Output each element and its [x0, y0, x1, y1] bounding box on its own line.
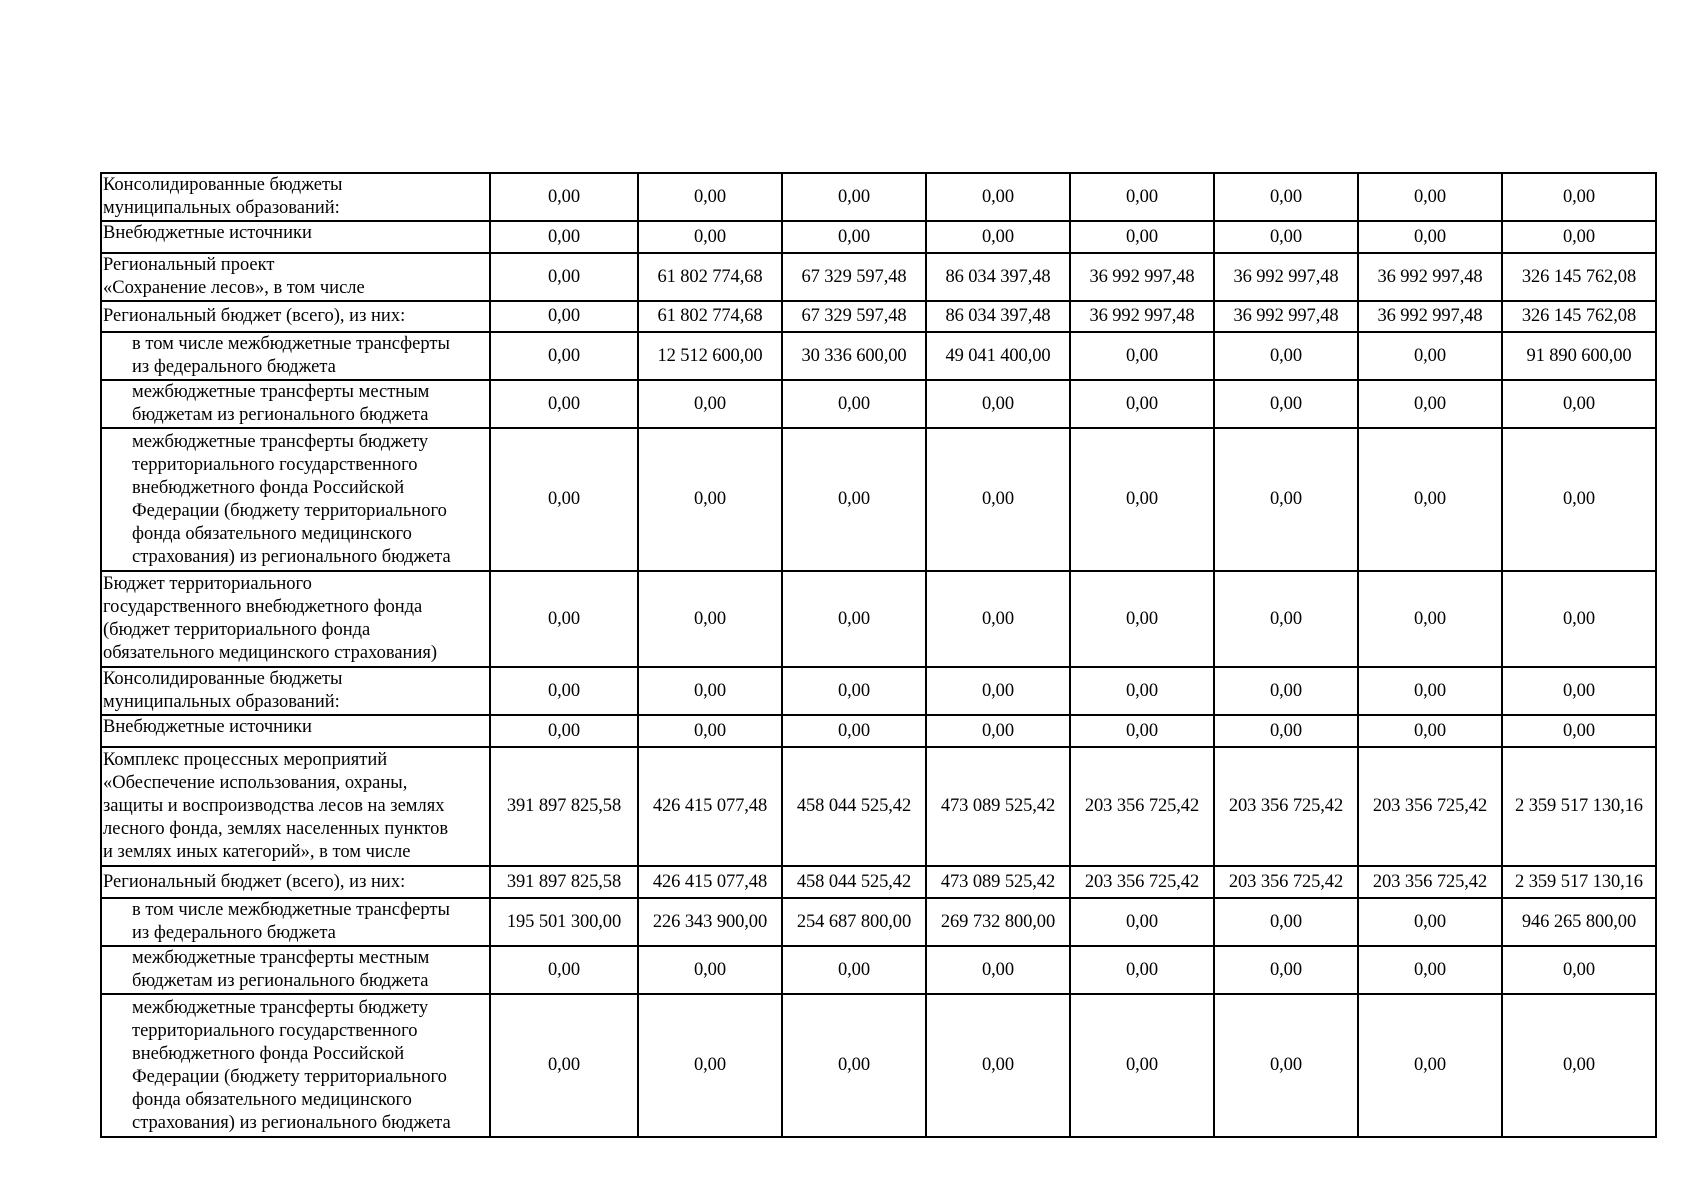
value-cell: 0,00: [926, 715, 1070, 747]
value-cell: 0,00: [926, 221, 1070, 253]
value-cell: 61 802 774,68: [638, 301, 782, 332]
row-label-line: бюджетам из регионального бюджета: [132, 971, 429, 991]
row-label-line: Региональный проект: [103, 255, 275, 275]
row-label: [101, 946, 490, 994]
row-label-line: Комплекс процессных мероприятий: [103, 750, 388, 770]
value-cell: 0,00: [1358, 571, 1502, 667]
value-cell: 0,00: [1502, 715, 1656, 747]
value-cell: 0,00: [782, 221, 926, 253]
table-row: [101, 898, 1656, 946]
value-cell: 203 356 725,42: [1358, 866, 1502, 898]
row-label-line: территориального государственного: [132, 454, 418, 475]
row-label-line: Бюджет территориального: [103, 574, 312, 594]
value-cell: 0,00: [490, 301, 638, 332]
value-cell: 0,00: [782, 994, 926, 1137]
row-label-line: страхования) из регионального бюджета: [132, 546, 451, 567]
value-cell: 61 802 774,68: [638, 253, 782, 301]
value-cell: 36 992 997,48: [1358, 301, 1502, 332]
table-row: [101, 173, 1656, 221]
row-label-line: Региональный бюджет (всего), из них:: [103, 871, 406, 892]
row-label-line: из федерального бюджета: [132, 923, 336, 943]
value-cell: 458 044 525,42: [782, 747, 926, 866]
value-cell: 2 359 517 130,16: [1502, 747, 1656, 866]
value-cell: 326 145 762,08: [1502, 301, 1656, 332]
value-cell: 0,00: [1502, 571, 1656, 667]
row-label: [101, 715, 490, 747]
value-cell: 0,00: [490, 946, 638, 994]
value-cell: 0,00: [638, 380, 782, 428]
value-cell: 0,00: [1358, 667, 1502, 715]
value-cell: 0,00: [638, 946, 782, 994]
row-label-line: внебюджетного фонда Российской: [132, 477, 405, 498]
value-cell: 0,00: [1358, 380, 1502, 428]
row-label-line: межбюджетные трансферты бюджету: [132, 431, 429, 452]
value-cell: 0,00: [1214, 898, 1358, 946]
value-cell: 0,00: [1214, 428, 1358, 571]
value-cell: 0,00: [1502, 173, 1656, 221]
value-cell: 0,00: [926, 994, 1070, 1137]
value-cell: 0,00: [1214, 946, 1358, 994]
row-label-line: межбюджетные трансферты местным: [132, 382, 430, 402]
value-cell: 36 992 997,48: [1214, 253, 1358, 301]
row-label: [101, 428, 490, 571]
value-cell: 0,00: [1502, 221, 1656, 253]
row-label-line: в том числе межбюджетные трансферты: [132, 900, 450, 920]
row-label-line: межбюджетные трансферты бюджету: [132, 997, 429, 1018]
value-cell: 0,00: [782, 946, 926, 994]
value-cell: 67 329 597,48: [782, 253, 926, 301]
value-cell: 49 041 400,00: [926, 332, 1070, 380]
value-cell: 0,00: [490, 380, 638, 428]
value-cell: 2 359 517 130,16: [1502, 866, 1656, 898]
row-label: [101, 301, 490, 332]
row-label-line: «Сохранение лесов», в том числе: [103, 278, 365, 298]
value-cell: 0,00: [782, 173, 926, 221]
value-cell: 0,00: [1070, 380, 1214, 428]
table-row: [101, 332, 1656, 380]
table-row: [101, 667, 1656, 715]
value-cell: 0,00: [782, 571, 926, 667]
table-row: [101, 994, 1656, 1137]
table-row: [101, 946, 1656, 994]
value-cell: 0,00: [638, 428, 782, 571]
value-cell: 0,00: [1214, 994, 1358, 1137]
row-label-line: внебюджетного фонда Российской: [132, 1043, 405, 1064]
value-cell: 0,00: [638, 571, 782, 667]
row-label-line: Консолидированные бюджеты: [103, 175, 343, 195]
value-cell: 473 089 525,42: [926, 866, 1070, 898]
value-cell: 0,00: [926, 173, 1070, 221]
row-label-line: «Обеспечение использования, охраны,: [103, 773, 408, 793]
row-label: [101, 173, 490, 221]
value-cell: 0,00: [1502, 667, 1656, 715]
value-cell: 946 265 800,00: [1502, 898, 1656, 946]
value-cell: 0,00: [1358, 715, 1502, 747]
value-cell: 0,00: [1214, 332, 1358, 380]
value-cell: 86 034 397,48: [926, 253, 1070, 301]
row-label-line: страхования) из регионального бюджета: [132, 1112, 451, 1133]
value-cell: 0,00: [1358, 332, 1502, 380]
value-cell: 0,00: [490, 571, 638, 667]
value-cell: 36 992 997,48: [1358, 253, 1502, 301]
value-cell: 0,00: [1502, 380, 1656, 428]
value-cell: 0,00: [1358, 994, 1502, 1137]
value-cell: 254 687 800,00: [782, 898, 926, 946]
row-label-line: Федерации (бюджету территориального: [132, 1066, 447, 1087]
value-cell: 0,00: [490, 715, 638, 747]
row-label-line: фонда обязательного медицинского: [132, 1089, 412, 1110]
value-cell: 203 356 725,42: [1070, 866, 1214, 898]
row-label: [101, 667, 490, 715]
table-row: [101, 221, 1656, 253]
row-label: [101, 332, 490, 380]
value-cell: 0,00: [1070, 428, 1214, 571]
value-cell: 473 089 525,42: [926, 747, 1070, 866]
value-cell: 0,00: [490, 173, 638, 221]
value-cell: 0,00: [1070, 994, 1214, 1137]
value-cell: 269 732 800,00: [926, 898, 1070, 946]
value-cell: 326 145 762,08: [1502, 253, 1656, 301]
row-label-line: из федерального бюджета: [132, 357, 336, 377]
value-cell: 30 336 600,00: [782, 332, 926, 380]
value-cell: 203 356 725,42: [1214, 866, 1358, 898]
value-cell: 0,00: [490, 667, 638, 715]
value-cell: 426 415 077,48: [638, 866, 782, 898]
value-cell: 36 992 997,48: [1214, 301, 1358, 332]
value-cell: 0,00: [1070, 946, 1214, 994]
value-cell: 0,00: [638, 994, 782, 1137]
value-cell: 0,00: [1214, 173, 1358, 221]
value-cell: 0,00: [1502, 946, 1656, 994]
value-cell: 67 329 597,48: [782, 301, 926, 332]
value-cell: 0,00: [782, 428, 926, 571]
row-label-line: Региональный бюджет (всего), из них:: [103, 306, 406, 326]
value-cell: 203 356 725,42: [1070, 747, 1214, 866]
value-cell: 0,00: [1214, 221, 1358, 253]
value-cell: 0,00: [1214, 715, 1358, 747]
value-cell: 0,00: [1358, 428, 1502, 571]
row-label: [101, 747, 490, 866]
value-cell: 0,00: [1070, 667, 1214, 715]
row-label-line: Внебюджетные источники: [103, 717, 312, 737]
value-cell: 195 501 300,00: [490, 898, 638, 946]
value-cell: 0,00: [1214, 667, 1358, 715]
value-cell: 0,00: [1070, 898, 1214, 946]
value-cell: 36 992 997,48: [1070, 301, 1214, 332]
value-cell: 0,00: [638, 221, 782, 253]
row-label-line: муниципальных образований:: [103, 692, 340, 712]
value-cell: 458 044 525,42: [782, 866, 926, 898]
value-cell: 0,00: [1070, 715, 1214, 747]
value-cell: 0,00: [1070, 571, 1214, 667]
row-label: [101, 866, 490, 898]
row-label-line: в том числе межбюджетные трансферты: [132, 334, 450, 354]
row-label: [101, 253, 490, 301]
value-cell: 0,00: [638, 173, 782, 221]
budget-table: [100, 172, 1657, 1138]
value-cell: 0,00: [1070, 332, 1214, 380]
value-cell: 426 415 077,48: [638, 747, 782, 866]
budget-sheet: [100, 172, 1657, 1138]
value-cell: 0,00: [490, 221, 638, 253]
row-label-line: и землях иных категорий», в том числе: [103, 842, 411, 862]
row-label-line: муниципальных образований:: [103, 198, 340, 218]
row-label-line: территориального государственного: [132, 1020, 418, 1041]
row-label-line: обязательного медицинского страхования): [103, 643, 438, 663]
table-row: [101, 301, 1656, 332]
value-cell: 0,00: [1358, 173, 1502, 221]
value-cell: 0,00: [1070, 221, 1214, 253]
value-cell: 0,00: [1214, 380, 1358, 428]
value-cell: 0,00: [926, 571, 1070, 667]
table-row: [101, 571, 1656, 667]
value-cell: 0,00: [926, 380, 1070, 428]
value-cell: 0,00: [1358, 946, 1502, 994]
row-label-line: Федерации (бюджету территориального: [132, 500, 447, 521]
value-cell: 0,00: [782, 667, 926, 715]
value-cell: 0,00: [1358, 221, 1502, 253]
value-cell: 391 897 825,58: [490, 747, 638, 866]
value-cell: 0,00: [490, 428, 638, 571]
table-row: [101, 715, 1656, 747]
table-row: [101, 253, 1656, 301]
value-cell: 12 512 600,00: [638, 332, 782, 380]
value-cell: 0,00: [490, 332, 638, 380]
value-cell: 203 356 725,42: [1214, 747, 1358, 866]
row-label-line: государственного внебюджетного фонда: [103, 597, 423, 617]
table-row: [101, 747, 1656, 866]
value-cell: 226 343 900,00: [638, 898, 782, 946]
value-cell: 0,00: [1214, 571, 1358, 667]
table-row: [101, 380, 1656, 428]
row-label-line: (бюджет территориального фонда: [103, 620, 371, 640]
value-cell: 0,00: [1502, 994, 1656, 1137]
value-cell: 203 356 725,42: [1358, 747, 1502, 866]
row-label-line: лесного фонда, землях населенных пунктов: [103, 819, 449, 839]
table-row: [101, 428, 1656, 571]
value-cell: 0,00: [1070, 173, 1214, 221]
row-label-line: защиты и воспроизводства лесов на землях: [103, 796, 445, 816]
value-cell: 0,00: [782, 715, 926, 747]
value-cell: 0,00: [490, 253, 638, 301]
row-label: [101, 571, 490, 667]
value-cell: 0,00: [490, 994, 638, 1137]
table-row: [101, 866, 1656, 898]
row-label-line: межбюджетные трансферты местным: [132, 948, 430, 968]
row-label: [101, 898, 490, 946]
value-cell: 0,00: [638, 715, 782, 747]
value-cell: 0,00: [638, 667, 782, 715]
value-cell: 0,00: [926, 667, 1070, 715]
row-label-line: бюджетам из регионального бюджета: [132, 405, 429, 425]
row-label-line: Консолидированные бюджеты: [103, 669, 343, 689]
value-cell: 0,00: [1502, 428, 1656, 571]
value-cell: 0,00: [782, 380, 926, 428]
row-label-line: Внебюджетные источники: [103, 223, 312, 243]
row-label-line: фонда обязательного медицинского: [132, 523, 412, 544]
value-cell: 86 034 397,48: [926, 301, 1070, 332]
value-cell: 0,00: [1358, 898, 1502, 946]
value-cell: 391 897 825,58: [490, 866, 638, 898]
row-label: [101, 221, 490, 253]
value-cell: 91 890 600,00: [1502, 332, 1656, 380]
row-label: [101, 380, 490, 428]
value-cell: 36 992 997,48: [1070, 253, 1214, 301]
value-cell: 0,00: [926, 428, 1070, 571]
value-cell: 0,00: [926, 946, 1070, 994]
row-label: [101, 994, 490, 1137]
